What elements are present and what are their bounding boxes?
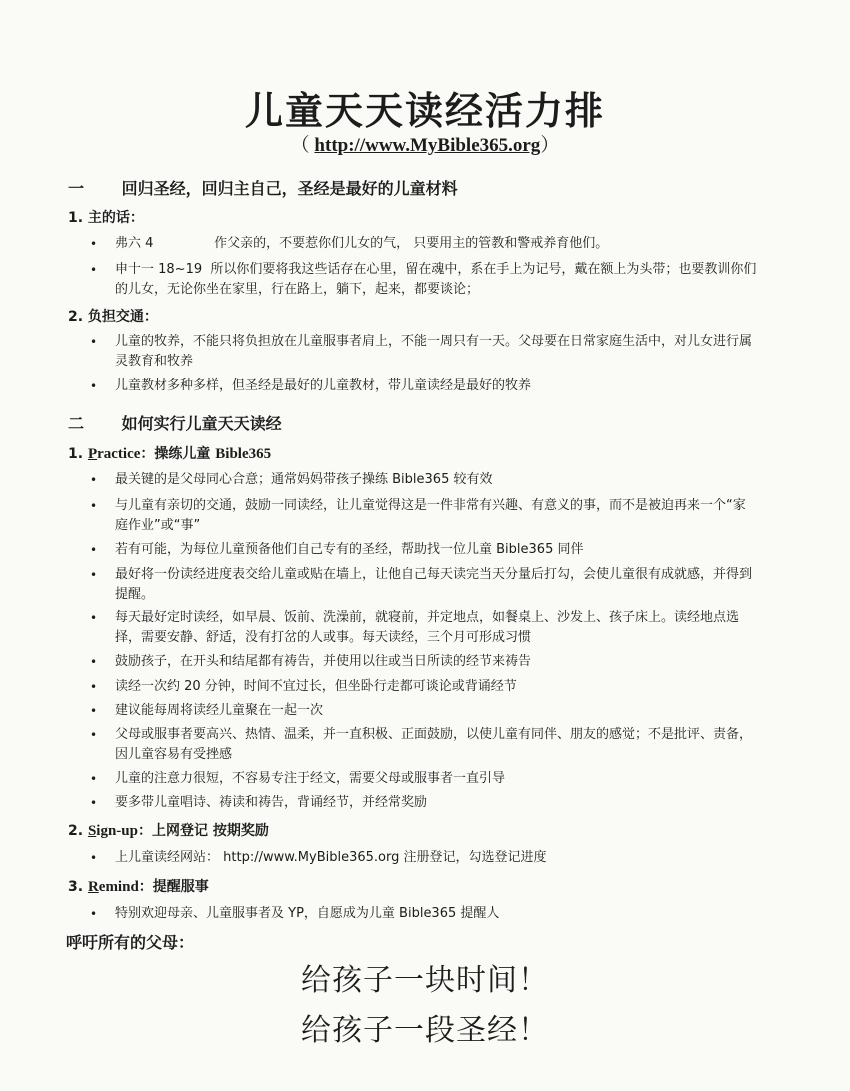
- list-item: [90, 540, 758, 560]
- bullet-icon: •: [90, 704, 98, 718]
- signup-number: 2.: [68, 823, 84, 839]
- scripture-ref: 弗六 4: [115, 236, 154, 251]
- list-item: [90, 652, 758, 672]
- bullet-icon: •: [90, 237, 98, 251]
- remind-number: 3.: [68, 879, 84, 895]
- practice-label: ractice: [97, 446, 141, 462]
- bullet-icon: •: [90, 335, 98, 349]
- list-item: [90, 848, 758, 868]
- list-item: [90, 769, 758, 789]
- remind-label-cn: ：提醒服事: [138, 879, 209, 895]
- scripture-ref: 申十一 18~19: [115, 262, 203, 277]
- list-item: [90, 234, 758, 254]
- item-text: 儿童的牧养，不能只将负担放在儿童服事者肩上，不能一周只有一天。父母要在日常家庭生活中，对儿女进行属灵教育和牧养: [115, 334, 753, 369]
- bullet-icon: •: [90, 655, 98, 669]
- list-item: [90, 904, 758, 924]
- section-1-title: 回归圣经，回归主自己，圣经是最好的儿童材料: [121, 179, 458, 198]
- bullet-icon: •: [90, 568, 98, 582]
- item-text: 读经一次约 20 分钟，时间不宜过长，但坐卧行走都可谈论或背诵经节: [115, 679, 517, 694]
- item-text: 要多带儿童唱诗、祷读和祷告，背诵经节，并经常奖励: [115, 795, 428, 810]
- section-1-heading: [68, 176, 458, 199]
- page-title: 儿童天天读经活力排: [244, 89, 605, 133]
- bullet-icon: •: [90, 263, 98, 277]
- bullet-icon: •: [90, 379, 98, 393]
- practice-initial: P: [87, 446, 98, 462]
- item-text: 每天最好定时读经，如早晨、饭前、洗澡前，就寝前，并定地点，如餐桌上、沙发上、孩子床上。读经地点选择，需要安静、舒适，没有打岔的人或事。每天读经，三个月可形成习惯: [115, 610, 740, 645]
- slogan-line-1: 给孩子一块时间！: [301, 963, 549, 998]
- list-item: [90, 332, 758, 372]
- subsection-remind: [68, 876, 209, 896]
- website-link[interactable]: http://www.MyBible365.org: [314, 135, 541, 156]
- bullet-icon: •: [90, 772, 98, 786]
- item-text: 鼓励孩子，在开头和结尾都有祷告，并使用以往或当日所读的经节来祷告: [115, 654, 532, 669]
- signup-label-cn: ：上网登记 按期奖励: [137, 823, 269, 839]
- subsection-burden: 2. 负担交通：: [68, 309, 158, 325]
- remind-initial: R: [87, 879, 99, 895]
- list-item: [90, 608, 758, 648]
- remind-label: emind: [98, 879, 139, 895]
- item-text: 父母或服事者要高兴、热情、温柔，并一直积极、正面鼓励，以使儿童有同伴、朋友的感觉；不是批评、责备，因儿童容易有受挫感: [115, 727, 753, 762]
- url-line: [0, 130, 850, 157]
- bullet-icon: •: [90, 499, 98, 513]
- practice-label-cn: ：操练儿童: [140, 446, 216, 462]
- section-2-number: 二: [68, 414, 85, 433]
- bullet-icon: •: [90, 680, 98, 694]
- practice-number: 1.: [68, 446, 84, 462]
- subsection-signup: [68, 820, 269, 840]
- bullet-icon: •: [90, 611, 98, 625]
- list-item: [90, 793, 758, 813]
- url-open-paren: （: [290, 135, 315, 156]
- section-2-heading: [68, 411, 282, 434]
- section-1-number: 一: [68, 179, 85, 198]
- list-item: [90, 701, 758, 721]
- bullet-icon: •: [90, 473, 98, 487]
- call-to-parents: 呼吁所有的父母：: [66, 933, 195, 952]
- signup-initial: S: [87, 823, 97, 839]
- list-item: [90, 565, 758, 605]
- practice-label-tail: Bible365: [215, 446, 272, 462]
- bullet-icon: •: [90, 543, 98, 557]
- item-text: 建议能每周将读经儿童聚在一起一次: [115, 703, 324, 718]
- bullet-icon: •: [90, 851, 98, 865]
- item-text: 儿童教材多种多样，但圣经是最好的儿童教材，带儿童读经是最好的牧养: [115, 378, 532, 393]
- subsection-lords-word: 1. 主的话：: [68, 210, 144, 226]
- list-item: [90, 260, 758, 300]
- item-text: 若有可能，为每位儿童预备他们自己专有的圣经，帮助找一位儿童 Bible365 同伴: [115, 542, 584, 557]
- item-text: 儿童的注意力很短，不容易专注于经文，需要父母或服事者一直引导: [115, 771, 506, 786]
- scripture-text: 作父亲的，不要惹你们儿女的气， 只要用主的管教和警戒养育他们。: [214, 236, 609, 251]
- item-text: 特别欢迎母亲、儿童服事者及 YP，自愿成为儿童 Bible365 提醒人: [115, 906, 500, 921]
- scripture-text: 所以你们要将我这些话存在心里，留在魂中，系在手上为记号，戴在额上为头带；也要教训你们的儿女，无论你坐在家里，行在路上，躺下，起来，都要谈论；: [115, 262, 757, 297]
- list-item: [90, 725, 758, 765]
- item-text: 最好将一份读经进度表交给儿童或贴在墙上，让他自己每天读完当天分量后打勾，会使儿童很有成就感，并得到提醒。: [115, 567, 753, 602]
- bullet-icon: •: [90, 796, 98, 810]
- list-item: [90, 677, 758, 697]
- slogan-line-2: 给孩子一段圣经！: [301, 1013, 549, 1048]
- item-text: 最关键的是父母同心合意；通常妈妈带孩子操练 Bible365 较有效: [115, 472, 493, 487]
- subsection-practice: [68, 443, 271, 463]
- section-2-title: 如何实行儿童天天读经: [121, 414, 282, 433]
- bullet-icon: •: [90, 907, 98, 921]
- list-item: [90, 496, 758, 536]
- url-close-paren: ）: [540, 135, 560, 156]
- item-text: 上儿童读经网站： http://www.MyBible365.org 注册登记，勾选登记进度: [115, 850, 547, 865]
- bullet-icon: •: [90, 728, 98, 742]
- item-text: 与儿童有亲切的交通，鼓励一同读经，让儿童觉得这是一件非常有兴趣、有意义的事，而不是被迫再来一个“家庭作业”或“事”: [115, 498, 746, 533]
- list-item: [90, 376, 758, 396]
- list-item: [90, 470, 758, 490]
- signup-label: ign-up: [96, 823, 138, 839]
